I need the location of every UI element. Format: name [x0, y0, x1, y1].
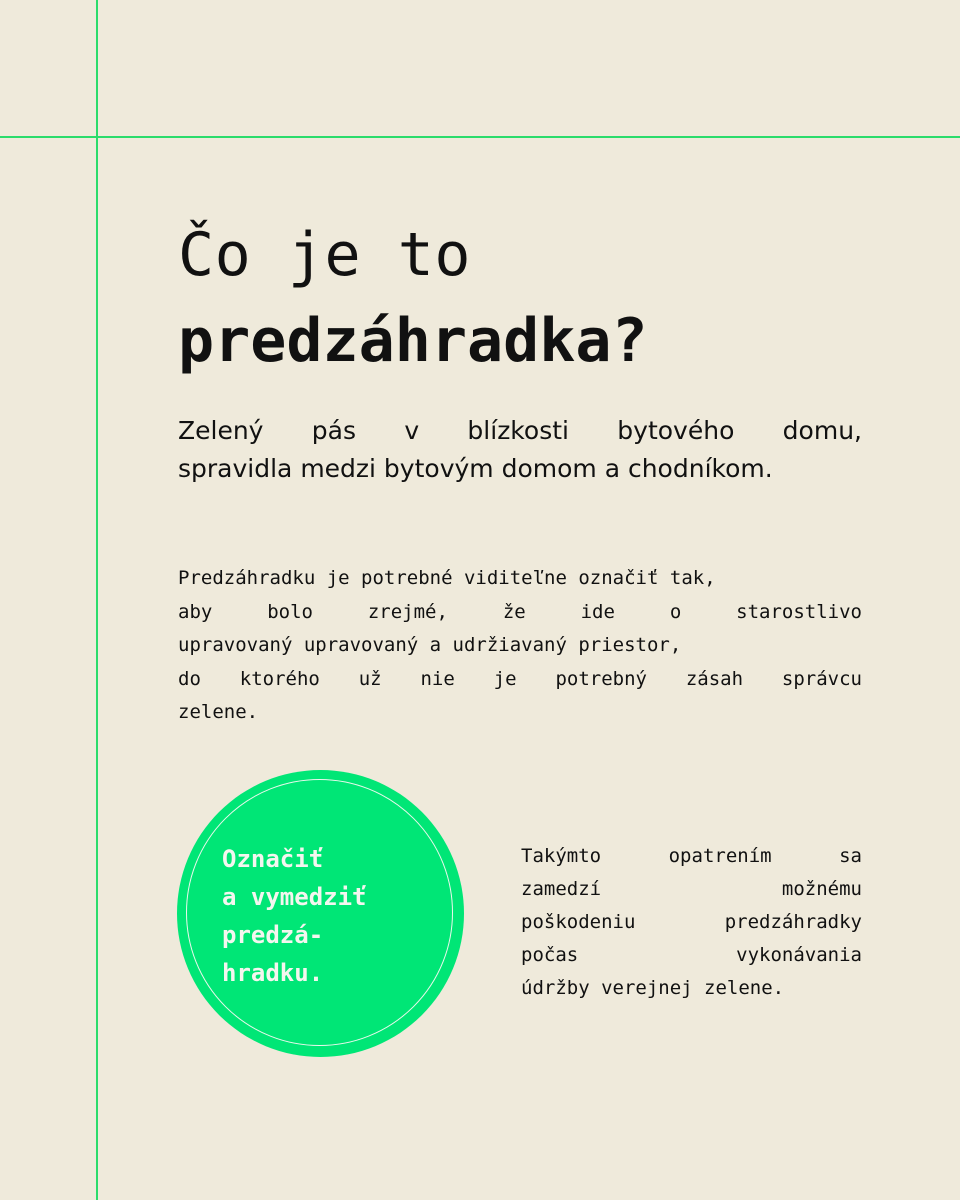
note-line: počas vykonávania: [521, 944, 862, 966]
lead-line: spravidla medzi bytovým domom a chodníkom.: [178, 454, 773, 483]
title-line-1: Čo je to: [178, 220, 471, 290]
badge-text: [222, 840, 432, 992]
note-line: údržby verejnej zelene.: [521, 977, 785, 999]
body-line: zelene.: [178, 701, 259, 723]
badge-line: predzá-: [222, 921, 324, 949]
vertical-guide-line: [96, 0, 98, 1200]
horizontal-guide-line: [0, 136, 960, 138]
badge-line: Označiť: [222, 845, 324, 873]
title-line-2: predzáhradka?: [178, 306, 648, 376]
lead-paragraph: [178, 412, 862, 488]
lead-line: Zelený pás v blízkosti bytového domu,: [178, 416, 862, 445]
body-line: upravovaný upravovaný a udržiavaný priestor,: [178, 634, 682, 656]
page-title: [178, 212, 878, 384]
body-line: do ktorého už nie je potrebný zásah správcu: [178, 667, 862, 690]
side-note: [521, 840, 862, 1005]
note-line: zamedzí možnému: [521, 878, 862, 900]
note-line: Takýmto opatrením sa: [521, 845, 862, 867]
body-line: Predzáhradku je potrebné viditeľne označiť tak,: [178, 567, 716, 589]
badge-line: hradku.: [222, 959, 324, 987]
body-paragraph: [178, 562, 862, 730]
note-line: poškodeniu predzáhradky: [521, 911, 862, 933]
body-line: aby bolo zrejmé, že ide o starostlivo: [178, 600, 862, 623]
badge-line: a vymedziť: [222, 883, 367, 911]
